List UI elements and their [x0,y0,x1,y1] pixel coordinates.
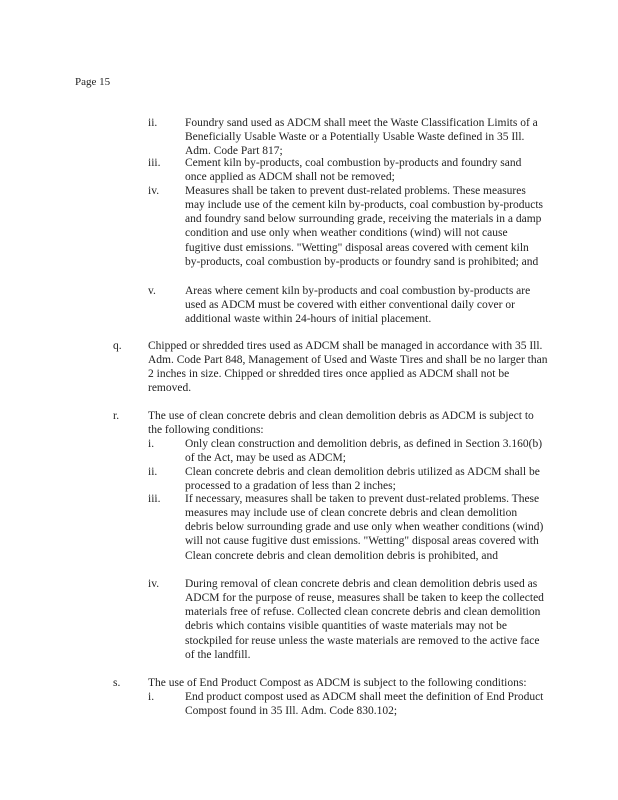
item-number: iii. [148,157,161,169]
item-text: During removal of clean concrete debris and clean demolition debris used as ADCM for the purpose of reuse, measures shall be taken to keep the collected materials free of refuse. Collected clean concrete debris and clean demolition debris which contains visible quantities of waste materials may not be stockpiled for reuse unless the waste materials are removed to the active face of the landfill. [185,578,544,661]
item-text: Cement kiln by-products, coal combustion by-products and foundry sand once applied as ADCM shall not be removed; [185,157,522,184]
item-number: iv. [148,185,160,197]
item-number: i. [148,691,155,703]
section-text: The use of End Product Compost as ADCM is subject to the following conditions: [148,677,527,689]
item-text: Areas where cement kiln by-products and coal combustion by-products are used as ADCM must be covered with either conventional daily cover or additional waste within 24-hours of initial placement. [185,285,531,326]
section-letter: r. [113,410,120,422]
section-letter: q. [113,340,122,352]
section-text: The use of clean concrete debris and clean demolition debris as ADCM is subject to the following conditions: [148,410,534,437]
section-text: Chipped or shredded tires used as ADCM shall be managed in accordance with 35 Ill. Adm. Code Part 848, Management of Used and Waste Tires and shall be no larger than 2 inches in size. Chipped or shredded tires once applied as ADCM shall not be removed. [148,340,548,395]
item-text: If necessary, measures shall be taken to prevent dust-related problems. These measures may include use of clean concrete debris and clean demolition debris below surrounding grade and use only when weather conditions (wind) will not cause fugitive dust emissions. "Wetting" disposal areas covered with Clean concrete debris and clean demolition debris is prohibited, and [185,493,544,562]
item-number: i. [148,438,155,450]
item-text: End product compost used as ADCM shall meet the definition of End Product Compost found in 35 Ill. Adm. Code 830.102; [185,691,544,718]
item-number: v. [148,285,156,297]
item-text: Foundry sand used as ADCM shall meet the Waste Classification Limits of a Beneficially Usable Waste or a Potentially Usable Waste defined in 35 Ill. Adm. Code Part 817; [185,117,538,158]
item-number: ii. [148,466,158,478]
section-letter: s. [113,677,121,689]
item-text: Measures shall be taken to prevent dust-related problems. These measures may include use of the cement kiln by-products, coal combustion by-products and foundry sand below surrounding grade, receiving the materials in a damp condition and use only when weather conditions (wind) will not cause fugitive dust emissions. "Wetting" disposal areas covered with cement kiln by-products, coal combustion by-products or foundry sand is prohibited; and [185,185,544,268]
page-number: Page 15 [75,76,111,88]
item-number: iv. [148,578,160,590]
item-text: Only clean construction and demolition debris, as defined in Section 3.160(b) of the Act, may be used as ADCM; [185,438,543,465]
item-number: iii. [148,493,161,505]
item-text: Clean concrete debris and clean demolition debris utilized as ADCM shall be processed to a gradation of less than 2 inches; [185,466,540,493]
item-number: ii. [148,117,158,129]
